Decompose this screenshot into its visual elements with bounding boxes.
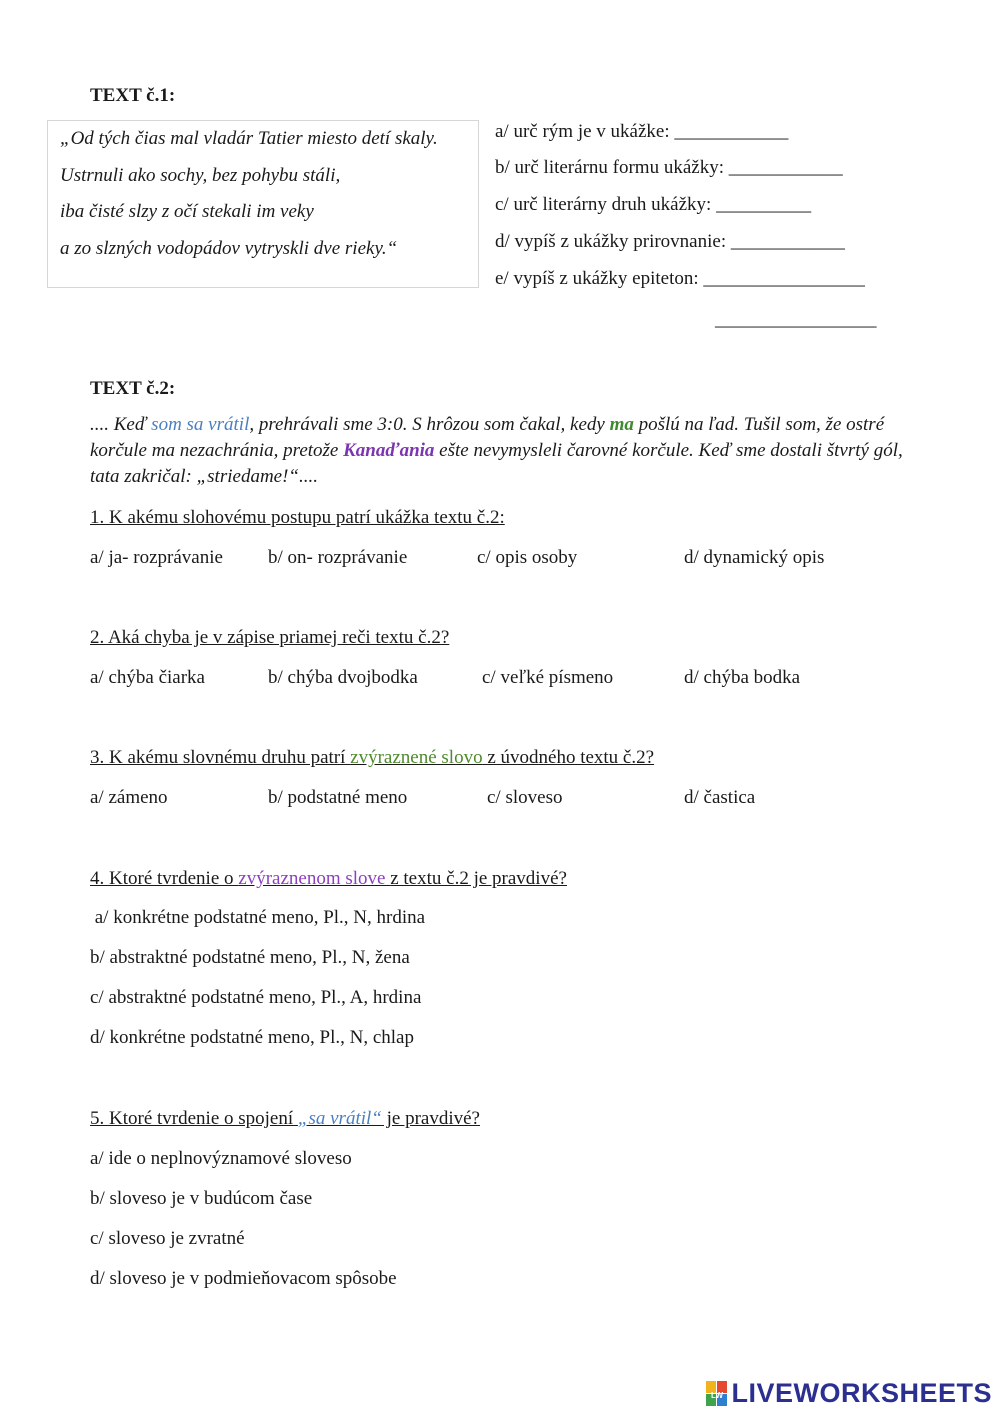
poem-line: „Od tých čias mal vladár Tatier miesto detí skaly. bbox=[60, 128, 438, 149]
liveworksheets-logo[interactable] bbox=[706, 1378, 992, 1409]
option-5d[interactable]: d/ sloveso je v podmieňovacom spôsobe bbox=[90, 1268, 397, 1289]
task-a: a/ urč rým je v ukážke: ____________ bbox=[495, 121, 789, 142]
answer-blank[interactable]: ____________ bbox=[730, 231, 845, 252]
poem-line: Ustrnuli ako sochy, bez pohybu stáli, bbox=[60, 165, 341, 186]
question-3-highlight: zvýraznené slovo bbox=[350, 747, 483, 768]
answer-blank[interactable]: _________________ bbox=[703, 268, 865, 289]
option-2d[interactable]: d/ chýba bodka bbox=[684, 667, 801, 688]
poem-box bbox=[47, 120, 479, 288]
text2-paragraph: .... Keď som sa vrátil, prehrávali sme 3:0. S hrôzou som čakal, kedy ma pošlú na ľad. Tušil som, že ostré korčule ma nezachránia, pretože Kanaďania ešte nevymysleli čarovné korčule. Keď sme dostali štvrtý gól, tata zakričal: „striedame!“.... bbox=[90, 414, 903, 487]
task-b: b/ urč literárnu formu ukážky: ____________ bbox=[495, 157, 843, 178]
option-1a[interactable]: a/ ja- rozprávanie bbox=[90, 547, 223, 568]
highlight-ma: ma bbox=[609, 414, 634, 435]
option-2c[interactable]: c/ veľké písmeno bbox=[482, 667, 614, 688]
task-d: d/ vypíš z ukážky prirovnanie: ____________ bbox=[495, 231, 845, 252]
question-4-highlight: zvýraznenom slove bbox=[238, 868, 391, 889]
option-4b[interactable]: b/ abstraktné podstatné meno, Pl., N, žena bbox=[90, 947, 410, 968]
answer-blank[interactable]: __________ bbox=[716, 194, 812, 215]
question-4: 4. Ktoré tvrdenie o zvýraznenom slove z textu č.2 je pravdivé? bbox=[90, 868, 567, 889]
liveworksheets-logo-icon bbox=[706, 1381, 728, 1407]
question-5-highlight: „sa vrátil“ bbox=[297, 1108, 382, 1129]
option-1b[interactable]: b/ on- rozprávanie bbox=[268, 547, 408, 568]
option-4c[interactable]: c/ abstraktné podstatné meno, Pl., A, hrdina bbox=[90, 987, 422, 1008]
text1-heading: TEXT č.1: bbox=[90, 85, 176, 106]
option-5c[interactable]: c/ sloveso je zvratné bbox=[90, 1228, 245, 1249]
task-e: e/ vypíš z ukážky epiteton: _________________ bbox=[495, 268, 865, 289]
question-2: 2. Aká chyba je v zápise priamej reči textu č.2? bbox=[90, 627, 450, 648]
option-2a[interactable]: a/ chýba čiarka bbox=[90, 667, 205, 688]
answer-blank[interactable]: ____________ bbox=[674, 121, 789, 142]
question-3: 3. K akému slovnému druhu patrí zvýraznené slovo z úvodného textu č.2? bbox=[90, 747, 655, 768]
option-5a[interactable]: a/ ide o neplnovýznamové sloveso bbox=[90, 1148, 352, 1169]
answer-blank[interactable]: ____________ bbox=[728, 157, 843, 178]
option-4a[interactable]: a/ konkrétne podstatné meno, Pl., N, hrdina bbox=[90, 907, 426, 928]
answer-blank-extra[interactable]: _________________ bbox=[715, 309, 877, 330]
option-1d[interactable]: d/ dynamický opis bbox=[684, 547, 825, 568]
option-3a[interactable]: a/ zámeno bbox=[90, 787, 168, 808]
option-3d[interactable]: d/ častica bbox=[684, 787, 756, 808]
option-3b[interactable]: b/ podstatné meno bbox=[268, 787, 408, 808]
svg-text:LW: LW bbox=[711, 1390, 724, 1400]
option-5b[interactable]: b/ sloveso je v budúcom čase bbox=[90, 1188, 313, 1209]
highlight-kanadania: Kanaďania bbox=[343, 440, 435, 461]
poem-line: a zo slzných vodopádov vytryskli dve rieky.“ bbox=[60, 238, 398, 259]
option-4d[interactable]: d/ konkrétne podstatné meno, Pl., N, chlap bbox=[90, 1027, 414, 1048]
option-3c[interactable]: c/ sloveso bbox=[487, 787, 563, 808]
task-c: c/ urč literárny druh ukážky: __________ bbox=[495, 194, 812, 215]
logo-text: LIVEWORKSHEETS bbox=[731, 1378, 992, 1408]
question-5: 5. Ktoré tvrdenie o spojení „sa vrátil“ je pravdivé? bbox=[90, 1108, 480, 1129]
option-1c[interactable]: c/ opis osoby bbox=[477, 547, 578, 568]
poem-line: iba čisté slzy z očí stekali im veky bbox=[60, 201, 314, 222]
option-2b[interactable]: b/ chýba dvojbodka bbox=[268, 667, 418, 688]
question-1: 1. K akému slohovému postupu patrí ukážka textu č.2: bbox=[90, 507, 505, 528]
highlight-som-sa-vratil: som sa vrátil bbox=[151, 414, 250, 435]
text2-heading: TEXT č.2: bbox=[90, 378, 176, 399]
